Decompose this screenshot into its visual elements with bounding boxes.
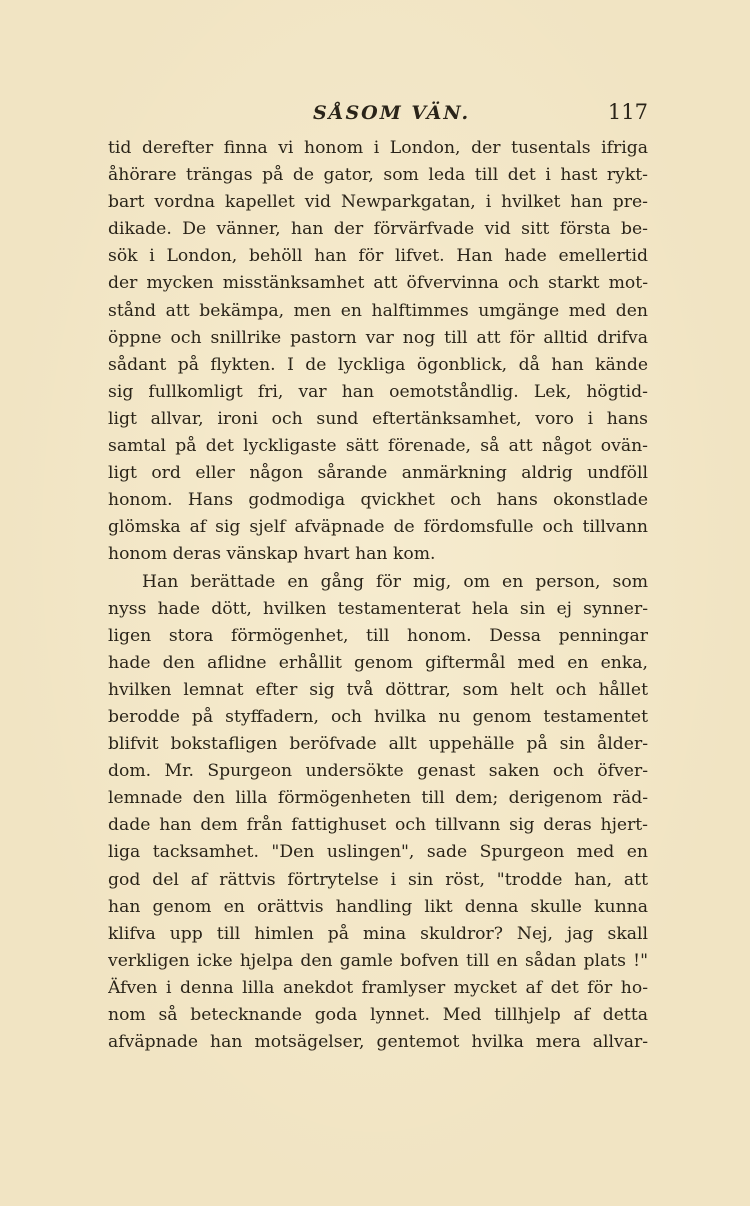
text-line: afväpnade han motsägelser, gentemot hvilka mera allvar- bbox=[108, 1032, 648, 1053]
body-text bbox=[108, 135, 648, 1056]
text-line: han genom en orättvis handling likt denna skulle kunna bbox=[108, 896, 648, 917]
text-line: glömska af sig sjelf afväpnade de fördomsfulle och tillvann bbox=[108, 517, 648, 538]
text-line: berodde på styffadern, och hvilka nu genom testamentet bbox=[108, 706, 648, 727]
text-line: nom så betecknande goda lynnet. Med tillhjelp af detta bbox=[108, 1005, 648, 1025]
text-line: samtal på det lyckligaste sätt förenade, så att något ovän- bbox=[108, 436, 648, 457]
text-line: dom. Mr. Spurgeon undersökte genast saken och öfver- bbox=[108, 761, 648, 782]
text-line: nyss hade dött, hvilken testamenterat hela sin ej synner- bbox=[108, 598, 648, 619]
page-number: 117 bbox=[607, 100, 648, 124]
page-header bbox=[108, 98, 648, 134]
text-line: klifva upp till himlen på mina skuldror? Nej, jag skall bbox=[108, 923, 648, 944]
text-line: öppne och snillrike pastorn var nog till att för alltid drifva bbox=[108, 327, 648, 348]
text-line: Han berättade en gång för mig, om en person, som bbox=[142, 571, 648, 592]
text-line: ligen stora förmögenhet, till honom. Dessa penningar bbox=[108, 625, 648, 646]
text-line: lemnade den lilla förmögenheten till dem; derigenom räd- bbox=[108, 788, 648, 809]
text-line: honom deras vänskap hvart han kom. bbox=[108, 544, 436, 565]
text-line: liga tacksamhet. "Den uslingen", sade Spurgeon med en bbox=[108, 842, 648, 863]
text-line: blifvit bokstafligen beröfvade allt uppehälle på sin ålder- bbox=[108, 734, 648, 755]
running-title: SÅSOM VÄN. bbox=[313, 102, 471, 124]
text-line: dade han dem från fattighuset och tillvann sig deras hjert- bbox=[108, 815, 648, 836]
text-line: stånd att bekämpa, men en halftimmes umgänge med den bbox=[108, 300, 648, 321]
text-line: sök i London, behöll han för lifvet. Han hade emellertid bbox=[108, 246, 648, 267]
text-line: hade den aflidne erhållit genom giftermål med en enka, bbox=[108, 652, 648, 673]
text-line: åhörare trängas på de gator, som leda till det i hast rykt- bbox=[108, 165, 648, 186]
text-line: bart vordna kapellet vid Newparkgatan, i hvilket han pre- bbox=[108, 192, 648, 213]
text-line: honom. Hans godmodiga qvickhet och hans okonstlade bbox=[108, 490, 648, 511]
text-line: ligt ord eller någon sårande anmärkning aldrig undföll bbox=[108, 463, 648, 484]
text-line: verkligen icke hjelpa den gamle bofven till en sådan plats !" bbox=[108, 950, 648, 971]
text-line: tid derefter finna vi honom i London, der tusentals ifriga bbox=[108, 138, 648, 158]
text-line: ligt allvar, ironi och sund eftertänksamhet, voro i hans bbox=[108, 408, 648, 429]
text-line: Äfven i denna lilla anekdot framlyser mycket af det för ho- bbox=[108, 977, 648, 998]
text-line: dikade. De vänner, han der förvärfvade vid sitt första be- bbox=[108, 219, 648, 240]
text-line: god del af rättvis förtrytelse i sin röst, "trodde han, att bbox=[108, 869, 648, 890]
text-line: der mycken misstänksamhet att öfvervinna och starkt mot- bbox=[108, 273, 648, 294]
text-line: sådant på flykten. I de lyckliga ögonblick, då han kände bbox=[108, 354, 648, 375]
text-line: sig fullkomligt fri, var han oemotståndlig. Lek, högtid- bbox=[108, 381, 648, 402]
text-line: hvilken lemnat efter sig två döttrar, som helt och hållet bbox=[108, 679, 648, 700]
